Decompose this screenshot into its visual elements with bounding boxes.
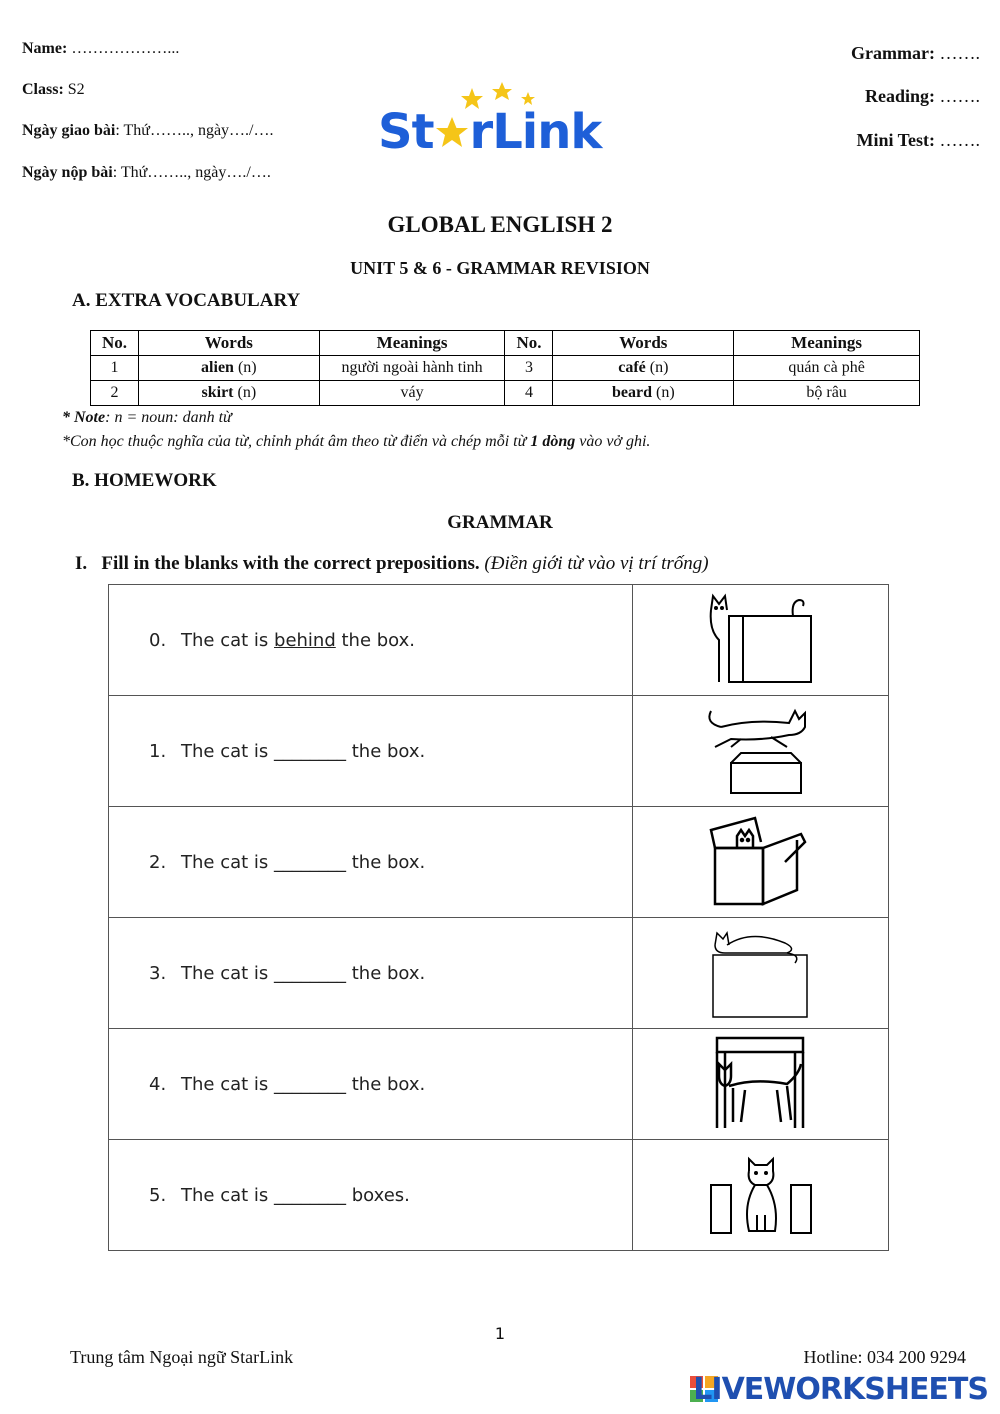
answer-example: behind bbox=[274, 629, 336, 651]
cat-in-box-icon bbox=[701, 812, 821, 908]
col-header: No. bbox=[91, 331, 139, 356]
exercise-row: 3. The cat is ________ the box. bbox=[109, 918, 889, 1029]
exercise-row: 5. The cat is ________ boxes. bbox=[109, 1140, 889, 1251]
exercise-instruction: I. Fill in the blanks with the correct prepositions. (Điền giới từ vào vị trí trống) bbox=[75, 553, 709, 574]
liveworksheets-watermark[interactable]: LIVEWORKSHEETS bbox=[693, 1372, 988, 1407]
cat-jumping-over-box-icon bbox=[701, 701, 821, 797]
starlink-logo: St rLink bbox=[378, 104, 602, 160]
cat-on-box-icon bbox=[701, 923, 821, 1019]
exercise-table bbox=[108, 584, 889, 1251]
cat-under-box-icon bbox=[701, 1034, 821, 1130]
answer-blank[interactable]: ________ bbox=[274, 1184, 347, 1206]
exercise-row: 2. The cat is ________ the box. bbox=[109, 807, 889, 918]
grammar-score: Grammar: ……. bbox=[851, 43, 980, 63]
table-header-row bbox=[91, 331, 920, 356]
note-noun: * Note: n = noun: danh từ bbox=[62, 409, 232, 426]
col-header: Meanings bbox=[734, 331, 920, 356]
grammar-heading: GRAMMAR bbox=[447, 512, 553, 533]
col-header: No. bbox=[505, 331, 553, 356]
section-b-heading: B. HOMEWORK bbox=[72, 470, 217, 491]
table-row: 2 skirt (n) váy 4 beard (n) bộ râu bbox=[91, 381, 920, 406]
reading-score: Reading: ……. bbox=[864, 86, 980, 106]
answer-blank[interactable]: ________ bbox=[274, 962, 347, 984]
footer-hotline: Hotline: 034 200 9294 bbox=[803, 1347, 966, 1367]
logo-star-icon bbox=[434, 115, 470, 151]
page-title: GLOBAL ENGLISH 2 bbox=[387, 212, 613, 237]
cat-behind-box-icon bbox=[701, 590, 821, 686]
assign-date-line: Ngày giao bài: Thứ…….., ngày…./…. bbox=[22, 122, 274, 139]
exercise-row: 1. The cat is ________ the box. bbox=[109, 696, 889, 807]
submit-date-line: Ngày nộp bài: Thứ…….., ngày…./…. bbox=[22, 164, 271, 181]
class-line: Class: S2 bbox=[22, 81, 85, 98]
vocabulary-table bbox=[90, 330, 920, 406]
answer-blank[interactable]: ________ bbox=[274, 851, 347, 873]
table-row: 1 alien (n) người ngoài hành tinh 3 café (n) quán cà phê bbox=[91, 356, 920, 381]
note-study-instruction: *Con học thuộc nghĩa của từ, chỉnh phát âm theo từ điển và chép mỗi từ 1 dòng vào vở ghi. bbox=[62, 433, 651, 450]
exercise-row: 0. The cat is behind the box. bbox=[109, 585, 889, 696]
col-header: Words bbox=[138, 331, 319, 356]
exercise-row: 4. The cat is ________ the box. bbox=[109, 1029, 889, 1140]
cat-between-boxes-icon bbox=[701, 1145, 821, 1241]
answer-blank[interactable]: ________ bbox=[274, 740, 347, 762]
page-number: 1 bbox=[494, 1324, 506, 1343]
answer-blank[interactable]: ________ bbox=[274, 1073, 347, 1095]
col-header: Meanings bbox=[319, 331, 505, 356]
mini-test-score: Mini Test: ……. bbox=[856, 130, 980, 150]
page-subtitle: UNIT 5 & 6 - GRAMMAR REVISION bbox=[350, 258, 650, 278]
name-line: Name: ………………... bbox=[22, 40, 180, 57]
footer-center-name: Trung tâm Ngoại ngữ StarLink bbox=[70, 1347, 294, 1367]
col-header: Words bbox=[553, 331, 734, 356]
section-a-heading: A. EXTRA VOCABULARY bbox=[72, 290, 301, 311]
